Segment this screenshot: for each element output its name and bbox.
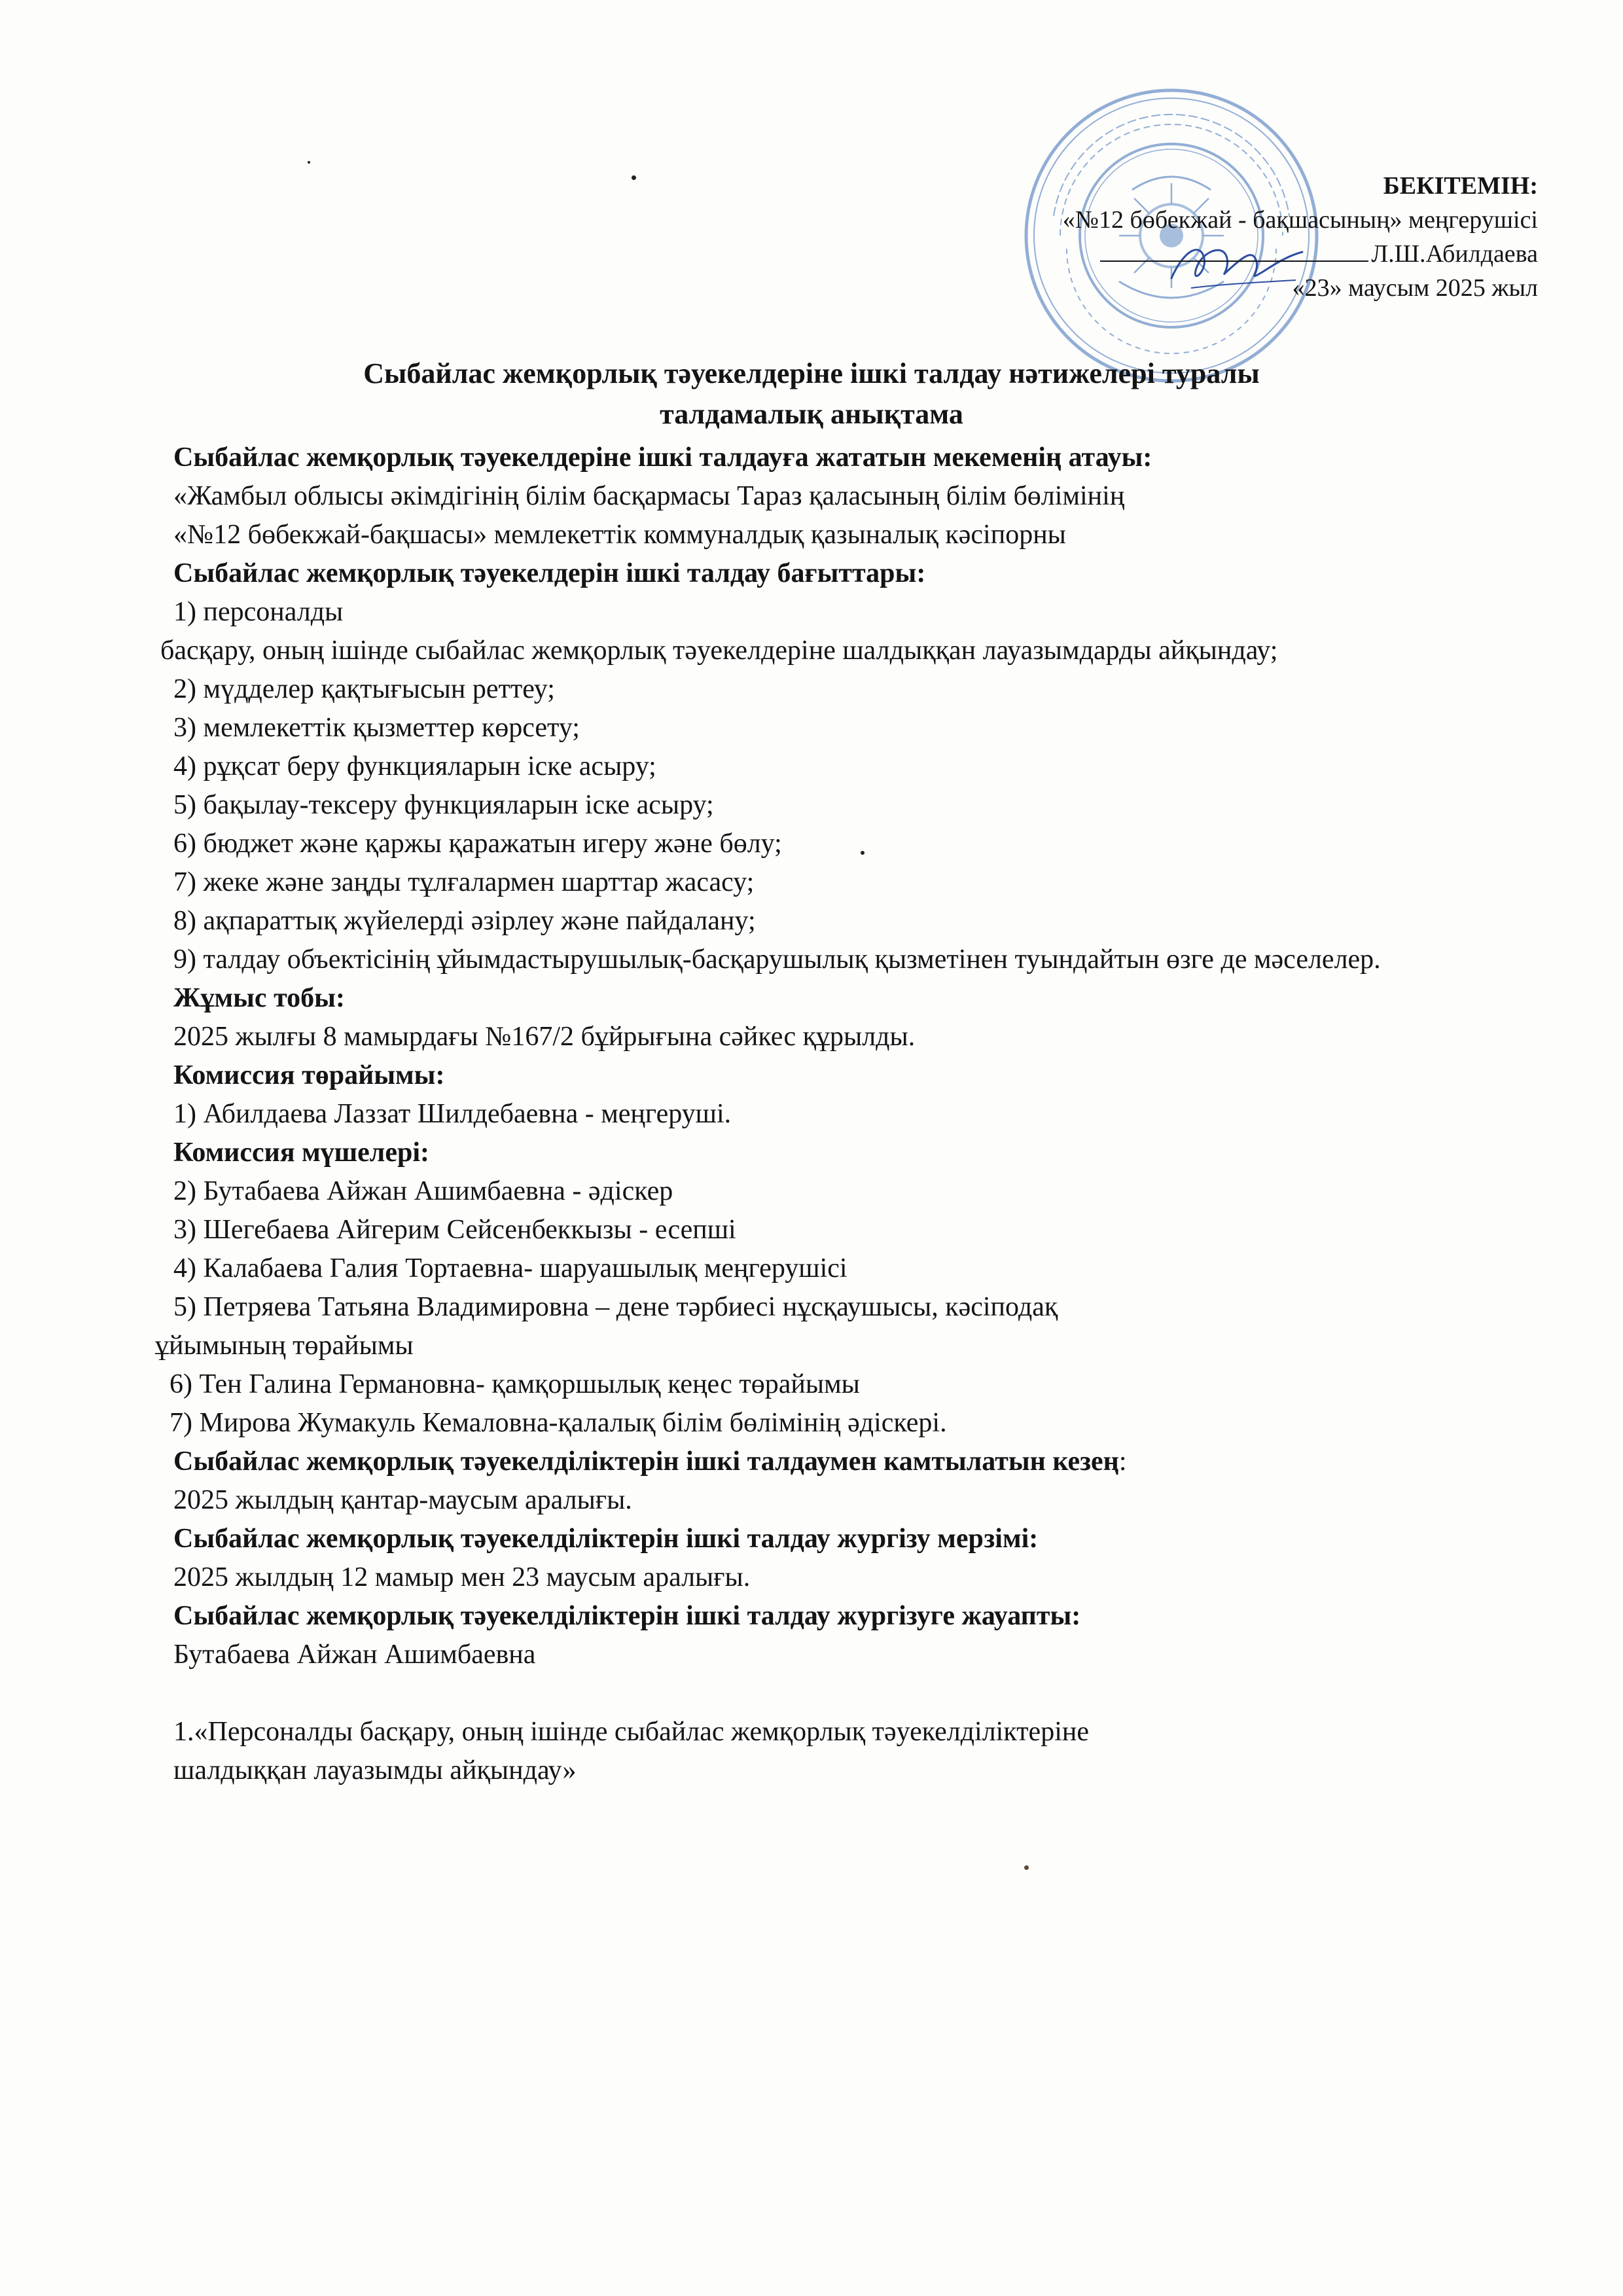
period-colon: :: [1118, 1446, 1127, 1477]
spacer: [173, 1674, 1528, 1713]
period-heading-line: [173, 1443, 1528, 1481]
approval-signature-line: [805, 237, 1538, 271]
member-2: 2) Бутабаева Айжан Ашимбаевна - әдіскер: [173, 1176, 673, 1206]
directions-heading: Сыбайлас жемқорлық тәуекелдерін ішкі талдау бағыттары:: [173, 558, 926, 588]
workgroup-text: 2025 жылғы 8 мамырдағы №167/2 бұйрығына сәйкес құрылды.: [173, 1022, 916, 1052]
direction-7: 7) жеке және заңды тұлғалармен шарттар жасасу;: [173, 867, 755, 897]
approval-date: «23» маусым 2025 жыл: [1292, 274, 1538, 302]
direction-9: 9) талдау объектісінің ұйымдастырушылық-басқарушылық қызметінен туындайтын өзге де мәселелер.: [173, 944, 1381, 975]
members-heading: Комиссия мүшелері:: [173, 1138, 430, 1168]
scan-speck: [308, 161, 310, 164]
member-7: 7) Мирова Жумакуль Кемаловна-қалалық білім бөлімінің әдіскері.: [169, 1408, 947, 1438]
member-3: 3) Шегебаева Айгерим Сейсенбеккызы - есепші: [173, 1215, 736, 1245]
responsible-text: Бутабаева Айжан Ашимбаевна: [173, 1640, 536, 1670]
approval-heading: БЕКІТЕМІН:: [1383, 172, 1538, 200]
direction-3: 3) мемлекеттік қызметтер көрсету;: [173, 713, 580, 743]
period-text: 2025 жылдың қантар-маусым аралығы.: [173, 1485, 632, 1515]
document-body: [155, 439, 1528, 1790]
direction-4: 4) рұқсат беру функцияларын іске асыру;: [173, 751, 656, 781]
title-line-1: Сыбайлас жемқорлық тәуекелдеріне ішкі талдау нәтижелері туралы: [363, 357, 1260, 389]
org-heading: Сыбайлас жемқорлық тәуекелдеріне ішкі талдауға жататын мекеменің атауы:: [173, 442, 1152, 473]
document-title: [164, 353, 1459, 435]
scan-speck: [1024, 1865, 1029, 1870]
org-line-1: «Жамбыл облысы әкімдігінің білім басқармасы Тараз қаласының білім бөлімінің: [173, 481, 1125, 511]
member-5b: ұйымының төрайымы: [155, 1331, 414, 1361]
member-5a: 5) Петряева Татьяна Владимировна – дене тәрбиесі нұсқаушысы, кәсіподақ: [173, 1292, 1058, 1322]
signature-underline: [1100, 241, 1368, 262]
direction-6: 6) бюджет және қаржы қаражатын игеру және бөлу;: [173, 829, 782, 859]
org-line-2: «№12 бөбекжай-бақшасы» мемлекеттік коммуналдық қазыналық кәсіпорны: [173, 520, 1066, 550]
member-6: 6) Тен Галина Германовна- қамқоршылық кеңес төрайымы: [169, 1369, 860, 1399]
approval-name: Л.Ш.Абилдаева: [1371, 240, 1538, 268]
chair-heading: Комиссия төрайымы:: [173, 1060, 445, 1090]
direction-2: 2) мүдделер қақтығысын реттеу;: [173, 674, 555, 704]
member-4: 4) Калабаева Галия Тортаевна- шаруашылық меңгерушісі: [173, 1253, 847, 1283]
title-line-2: талдамалық анықтама: [660, 398, 963, 430]
item1-line-2: шалдыққан лауазымды айқындау»: [173, 1755, 577, 1785]
direction-1b: басқару, оның ішінде сыбайлас жемқорлық тәуекелдеріне шалдыққан лауазымдарды айқындау;: [160, 636, 1278, 666]
period-heading: Сыбайлас жемқорлық тәуекелділіктерін ішкі талдаумен камтылатын кезең: [173, 1446, 1119, 1477]
item1-line-1: 1.«Персоналды басқару, оның ішінде сыбайлас жемқорлық тәуекелділіктеріне: [173, 1717, 1089, 1747]
scan-speck: [861, 851, 865, 855]
approval-position: «№12 бөбекжай - бақшасының» меңгерушісі: [1062, 206, 1538, 234]
chair-member: 1) Абилдаева Лаззат Шилдебаевна - меңгеруші.: [173, 1099, 732, 1129]
direction-8: 8) ақпараттық жүйелерді әзірлеу және пайдалану;: [173, 906, 756, 936]
workgroup-heading: Жұмыс тобы:: [173, 983, 345, 1013]
term-heading: Сыбайлас жемқорлық тәуекелділіктерін ішкі талдау жургізу мерзімі:: [173, 1524, 1039, 1554]
direction-1a: 1) персоналды: [173, 597, 344, 627]
direction-5: 5) бақылау-тексеру функцияларын іске асыру;: [173, 790, 714, 820]
term-text: 2025 жылдың 12 мамыр мен 23 маусым аралығы.: [173, 1562, 751, 1592]
responsible-heading: Сыбайлас жемқорлық тәуекелділіктерін ішкі талдау жургізуге жауапты:: [173, 1601, 1081, 1631]
approval-block: [805, 169, 1538, 305]
scan-speck: [632, 175, 636, 180]
